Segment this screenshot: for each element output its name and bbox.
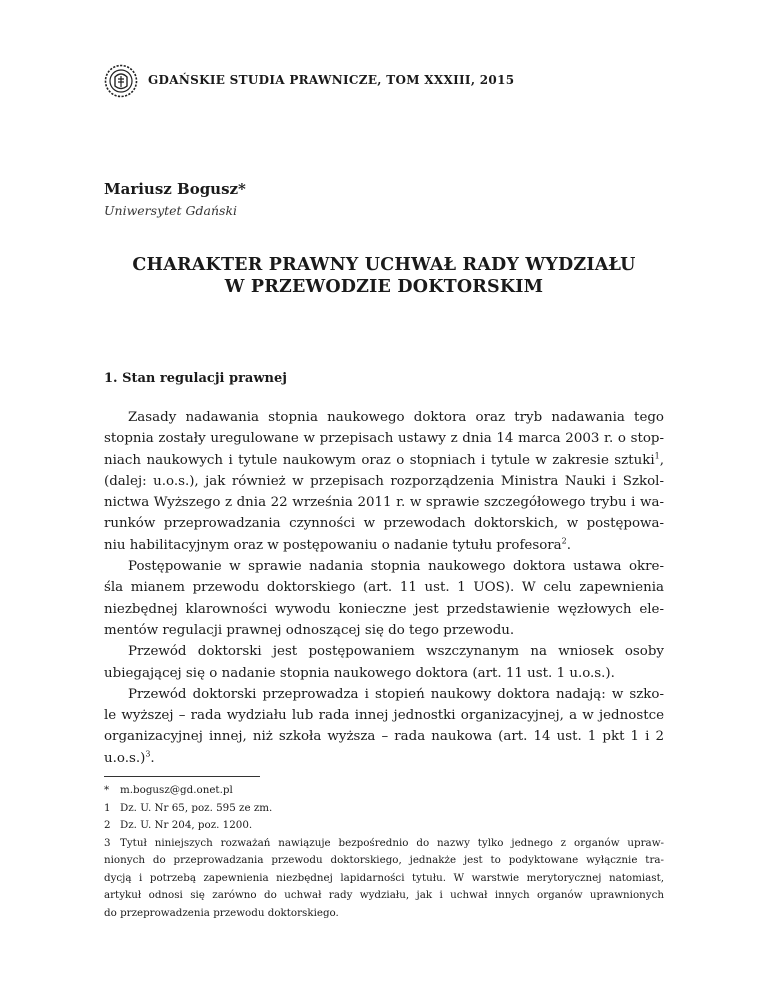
university-seal-icon — [104, 64, 138, 98]
article-title-line-1: CHARAKTER PRAWNY UCHWAŁ RADY WYDZIAŁU — [132, 255, 636, 275]
footnote-author: * m.bogusz@gd.onet.pl — [104, 784, 233, 796]
journal-title: GDAŃSKIE STUDIA PRAWNICZE, TOM XXXIII, 2015 — [148, 73, 515, 87]
author-name: Mariusz Bogusz* — [104, 180, 246, 198]
body-line: Przewód doktorski przeprowadza i stopień naukowy doktora nadają: w szko- — [128, 686, 664, 702]
footnote-3-line: artykuł odnosi się zarówno do uchwał rady wydziału, jak i uchwał innych organów uprawnionych — [104, 889, 664, 901]
body-line: nictwa Wyższego z dnia 22 września 2011 r. w sprawie szczegółowego trybu i wa- — [104, 495, 664, 511]
body-line: Zasady nadawania stopnia naukowego doktora oraz tryb nadawania tego — [128, 410, 664, 425]
author-affiliation: Uniwersytet Gdański — [104, 203, 238, 218]
footnote-ref-2[interactable]: 2 — [561, 536, 567, 546]
body-line: u.o.s.)$^3$. — [104, 749, 155, 766]
footnote-2: 2 Dz. U. Nr 204, poz. 1200. — [104, 819, 253, 831]
footnote-1: 1 Dz. U. Nr 65, poz. 595 ze zm. — [104, 801, 273, 814]
body-line: (dalej: u.o.s.), jak również w przepisach rozporządzenia Ministra Nauki i Szkol- — [104, 473, 664, 489]
footnote-ref-3[interactable]: 3 — [145, 749, 151, 759]
body-line: niu habilitacyjnym oraz w postępowaniu o nadanie tytułu profesora$^2$. — [104, 536, 572, 553]
body-line: organizacyjnej innej, niż szkoła wyższa – rada naukowa (art. 14 ust. 1 pkt 1 i 2 — [104, 729, 664, 745]
body-text — [104, 407, 664, 769]
body-line: Przewód doktorski jest postępowaniem wszczynanym na wniosek osoby — [128, 644, 664, 660]
footnote-3-line: nionych do przeprowadzania przewodu doktorskiego, jednakże jest to podyktowane wyłącznie tra- — [104, 854, 664, 866]
body-line: stopnia zostały uregulowane w przepisach ustawy z dnia 14 marca 2003 r. o stop- — [104, 431, 664, 447]
body-line: mentów regulacji prawnej odnoszącej się do tego przewodu. — [104, 622, 515, 638]
section-heading: 1. Stan regulacji prawnej — [104, 371, 287, 386]
footnotes — [104, 782, 664, 922]
journal-header — [104, 64, 664, 98]
footnote-divider — [104, 776, 260, 777]
body-line: niezbędnej klarowności wywodu konieczne jest przedstawienie węzłowych ele- — [104, 601, 664, 617]
body-line: Postępowanie w sprawie nadania stopnia naukowego doktora ustawa okre- — [128, 559, 664, 575]
footnote-ref-1[interactable]: 1 — [654, 451, 660, 461]
body-line: niach naukowych i tytule naukowym oraz o stopniach i tytule w zakresie sztuki$^1$, — [104, 451, 664, 468]
footnote-3: 3 Tytuł niniejszych rozważań nawiązuje bezpośrednio do nazwy tylko jednego z organów upraw- — [104, 836, 664, 849]
body-line: le wyższej – rada wydziału lub rada innej jednostki organizacyjnej, a w jednostce — [104, 708, 664, 724]
body-line: runków przeprowadzania czynności w przewodach doktorskich, w postępowa- — [104, 516, 664, 532]
footnote-3-line: do przeprowadzenia przewodu doktorskiego. — [104, 906, 339, 919]
body-line: ubiegającej się o nadanie stopnia naukowego doktora (art. 11 ust. 1 u.o.s.). — [104, 665, 615, 681]
body-line: śla mianem przewodu doktorskiego (art. 11 ust. 1 UOS). W celu zapewnienia — [104, 580, 664, 596]
footnote-3-line: dycją i potrzebą zapewnienia niezbędnej lapidarności tytułu. W warstwie merytorycznej natomiast, — [104, 871, 664, 884]
article-title-line-2: W PRZEWODZIE DOKTORSKIM — [224, 277, 544, 297]
